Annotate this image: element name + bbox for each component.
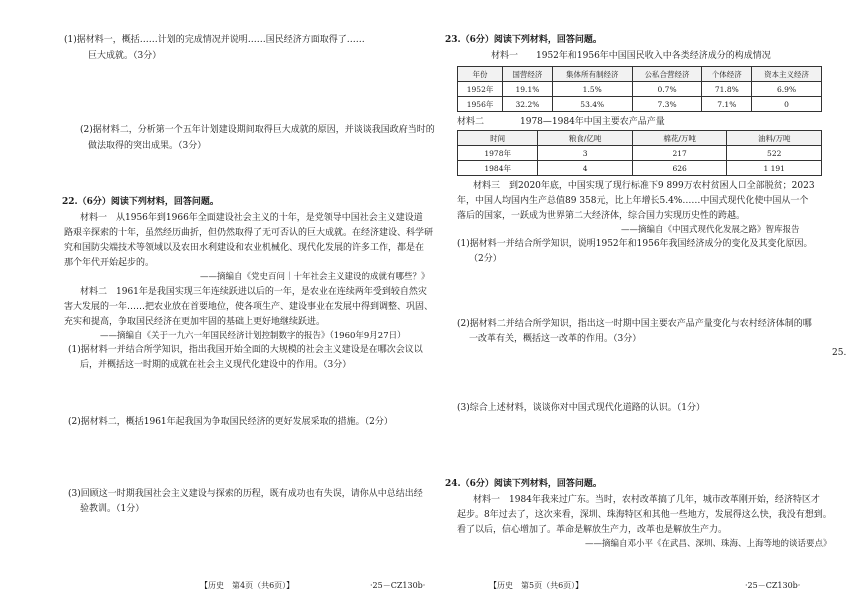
income-th: 年份 [458, 67, 503, 82]
q22-m2-source: ——摘编自《关于一九六一年国民经济计划控制数字的报告》（1960年9月27日） [100, 331, 406, 341]
table-cell: 0 [752, 97, 822, 112]
income-th: 集体所有制经济 [552, 67, 632, 82]
income-th: 国营经济 [503, 67, 553, 82]
income-th: 个体经济 [702, 67, 752, 82]
q22-m2-line3: 充实和提高，争取国民经济在更加牢固的基础上更好地继续跃进。 [64, 317, 326, 327]
q23-sub3: (3)综合上述材料，谈谈你对中国式现代化道路的认识。（1分） [457, 403, 705, 413]
income-th: 资本主义经济 [752, 67, 822, 82]
table-cell: 19.1% [503, 82, 553, 97]
left-top-line2: 巨大成就。（3分） [88, 51, 162, 61]
q23-sub2-line1: (2)据材料二并结合所学知识，指出这一时期中国主要农产品产量变化与农村经济体制的哪 [457, 319, 812, 329]
farm-output-table [457, 130, 822, 176]
farm-th: 棉花/万吨 [632, 131, 727, 146]
left-q2-line1: (2)据材料二，分析第一个五年计划建设期间取得巨大成就的原因，并谈谈我国政府当时的 [80, 125, 435, 135]
q22-m1-line3: 究和国防尖端技术等领域以及农田水利建设和农业机械化、现代化发展的许多工作，都是在 [64, 243, 425, 253]
q22-sub1-line1: (1)据材料一并结合所学知识，指出我国开始全面的大规模的社会主义建设是在哪次会议以 [68, 345, 423, 355]
q23-m3-line1: 材料三 到2020年底，中国实现了现行标准下9 899万农村贫困人口全部脱贫；2023 [473, 181, 815, 191]
income-th: 公私合营经济 [632, 67, 702, 82]
left-top-line1: (1)据材料一，概括……计划的完成情况并说明……国民经济方面取得了…… [64, 35, 365, 45]
left-footer-page: 【历史 第4页（共6页）】 [200, 581, 295, 590]
table-cell: 217 [632, 146, 727, 161]
table-cell: 71.8% [702, 82, 752, 97]
left-footer-code: ·25－CZ130b· [370, 581, 426, 590]
q22-m1-line4: 那个年代开始起步的。 [64, 258, 155, 268]
farm-th: 时间 [458, 131, 538, 146]
q24-title: 24.（6分）阅读下列材料，回答问题。 [445, 479, 602, 489]
q22-title: 22.（6分）阅读下列材料，回答问题。 [62, 197, 219, 207]
right-footer-code: ·25－CZ130b· [745, 581, 801, 590]
table-cell: 6.9% [752, 82, 822, 97]
q22-m2-line1: 材料二 1961年是我国实现三年连续跃进以后的一年，是农业在连续两年受到较自然灾 [80, 287, 427, 297]
table-cell: 53.4% [552, 97, 632, 112]
table-cell: 1 191 [727, 161, 822, 176]
q23-m3-source: ——摘编自《中国式现代化发展之路》智库报告 [621, 225, 800, 235]
q23-m2-caption: 材料二 1978—1984年中国主要农产品产量 [457, 117, 665, 127]
table-cell: 4 [538, 161, 633, 176]
table-cell: 1978年 [458, 146, 538, 161]
side-page-mark: 25. [832, 348, 847, 358]
q23-m3-line2: 年，中国人均国内生产总值89 358元，比上年增长5.4%……中国式现代化使中国从一个 [457, 196, 809, 206]
q23-title: 23.（6分）阅读下列材料，回答问题。 [445, 35, 602, 45]
farm-th: 粮食/亿吨 [538, 131, 633, 146]
left-q2-line2: 做法取得的突出成果。（3分） [88, 141, 207, 151]
right-footer-page: 【历史 第5页（共6页）】 [489, 581, 584, 590]
q22-m1-line1: 材料一 从1956年到1966年全面建设社会主义的十年，是党领导中国社会主义建设道 [80, 213, 423, 223]
farm-table-header-row [458, 131, 822, 146]
q24-m1-line2: 起步。8年过去了，这次来看，深圳、珠海特区和其他一些地方，发展得这么快，我没有想到。 [457, 510, 832, 520]
q23-sub1-line1: (1)据材料一并结合所学知识，说明1952年和1956年我国经济成分的变化及其变化原因。 [457, 239, 813, 249]
table-cell: 1984年 [458, 161, 538, 176]
table-row [458, 82, 822, 97]
q23-m1-caption: 材料一 1952年和1956年中国国民收入中各类经济成分的构成情况 [491, 51, 771, 61]
q22-sub3-line2: 验教训。（1分） [80, 504, 145, 514]
income-composition-table [457, 66, 822, 112]
q24-m1-line1: 材料一 1984年我来过广东。当时，农村改革搞了几年，城市改革刚开始，经济特区才 [473, 495, 820, 505]
q22-sub1-line2: 后，并概括这一时期的成就在社会主义现代化建设中的作用。（3分） [80, 360, 352, 370]
q24-source: ——摘编自邓小平《在武昌、深圳、珠海、上海等地的谈话要点》 [585, 539, 832, 549]
table-cell: 3 [538, 146, 633, 161]
q23-sub1-line2: （2分） [469, 254, 502, 264]
table-cell: 7.3% [632, 97, 702, 112]
q22-sub3-line1: (3)回顾这一时期我国社会主义建设与探索的历程，既有成功也有失误，请你从中总结出经 [68, 489, 423, 499]
income-table-header-row [458, 67, 822, 82]
q22-sub2: (2)据材料二，概括1961年起我国为争取国民经济的更好发展采取的措施。（2分） [68, 417, 393, 427]
table-cell: 626 [632, 161, 727, 176]
table-cell: 522 [727, 146, 822, 161]
left-page [40, 0, 440, 608]
table-cell: 1956年 [458, 97, 503, 112]
q23-sub2-line2: 一改革有关，概括这一改革的作用。（3分） [469, 334, 642, 344]
q22-m2-line2: 害大发展的一年……把农业放在首要地位，使各项生产、建设事业在发展中得到调整、巩固、 [64, 302, 434, 312]
table-cell: 1.5% [552, 82, 632, 97]
table-cell: 7.1% [702, 97, 752, 112]
table-cell: 1952年 [458, 82, 503, 97]
q23-m3-line3: 落后的国家，一跃成为世界第二大经济体，综合国力实现历史性的跨越。 [457, 211, 746, 221]
table-row [458, 146, 822, 161]
table-cell: 0.7% [632, 82, 702, 97]
q22-m1-line2: 路艰辛探索的十年，虽然经历曲折，但仍然取得了无可否认的巨大成就。在经济建设、科学研 [64, 228, 434, 238]
table-row [458, 161, 822, 176]
table-row [458, 97, 822, 112]
table-cell: 32.2% [503, 97, 553, 112]
farm-th: 油料/万吨 [727, 131, 822, 146]
right-page [445, 0, 830, 608]
q22-m1-source: ——摘编自《党史百问｜十年社会主义建设的成就有哪些？》 [200, 272, 430, 282]
q24-m1-line3: 看了以后，信心增加了。革命是解放生产力，改革也是解放生产力。 [457, 525, 728, 535]
